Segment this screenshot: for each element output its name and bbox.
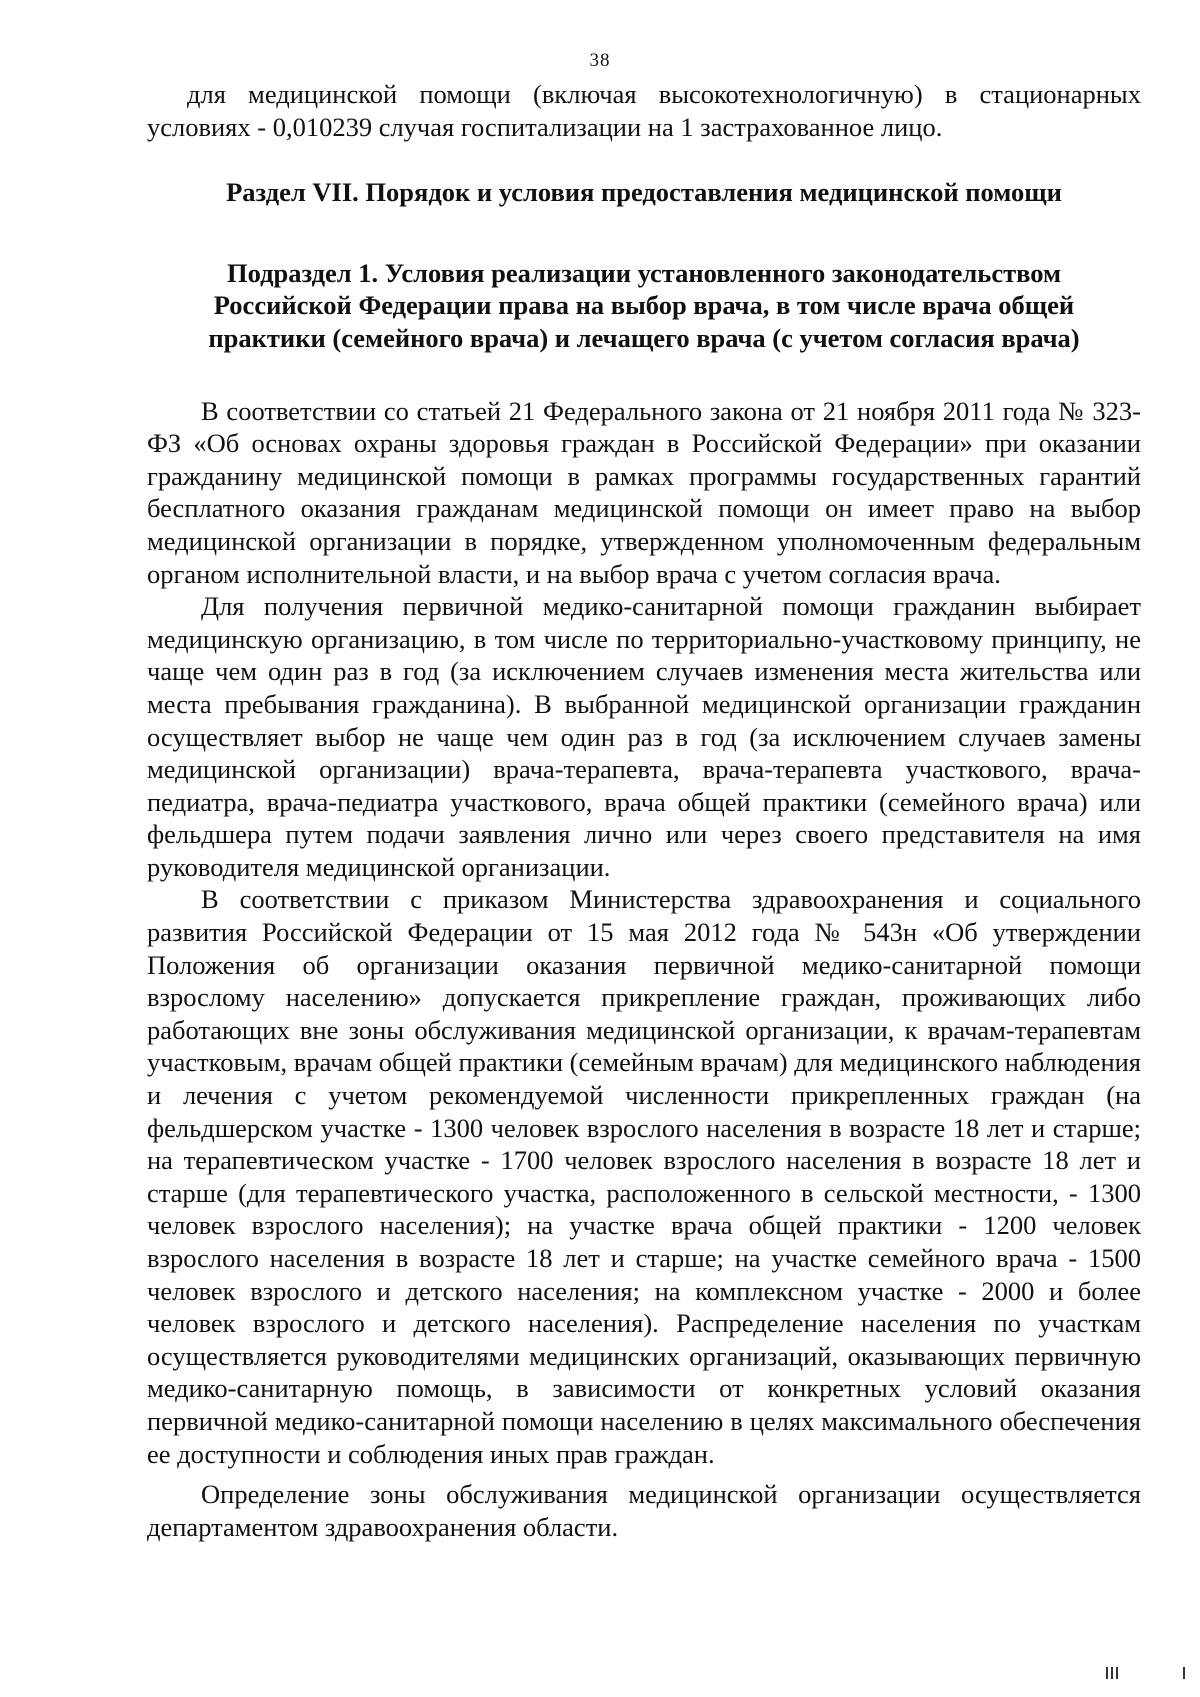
scan-artifact-mark — [1111, 1667, 1113, 1679]
page-number: 38 — [589, 50, 611, 71]
document-body — [147, 78, 1141, 1543]
subsection-title: Подраздел 1. Условия реализации установленного законодательством Российской Федерации права на выбор врача, в том числе врача общей практики (семейного врача) и лечащего врача (с учетом согласия врача) — [208, 257, 1080, 353]
intro-text: для медицинской помощи (включая высокотехнологичную) в стационарных условиях - 0,010239 случая госпитализации на 1 застрахованное лицо. — [147, 79, 1141, 142]
section-title: Раздел VII. Порядок и условия предоставления медицинской помощи — [226, 177, 1062, 208]
scan-artifact-mark — [1106, 1667, 1108, 1679]
scan-artifact-mark — [1183, 1667, 1185, 1679]
paragraph-3: В соответствии с приказом Министерства здравоохранения и социального развития Российской Федерации от 15 мая 2012 года № 543н «Об утверждении Положения об организации оказания первичной медико-санитарной помощи взрослому населению» допускается прикрепление граждан, проживающих либо работающих вне зоны обслуживания медицинской организации, к врачам-терапевтам участковым, врачам общей практики (семейным врачам) для медицинского наблюдения и лечения с учетом рекомендуемой численности прикрепленных граждан (на фельдшерском участке - 1300 человек взрослого населения в возрасте 18 лет и старше; на терапевтическом участке - 1700 человек взрослого населения в возрасте 18 лет и старше (для терапевтического участка, расположенного в сельской местности, - 1300 человек взрослого населения); на участке врача общей практики - 1200 человек взрослого населения в возрасте 18 лет и старше; на участке семейного врача - 1500 человек взрослого и детского населения; на комплексном участке - 2000 и более человек взрослого и детского населения). Распределение населения по участкам осуществляется руководителями медицинских организаций, оказывающих первичную медико-санитарную помощь, в зависимости от конкретных условий оказания первичной медико-санитарной помощи населению в целях максимального обеспечения ее доступности и соблюдения иных прав граждан. — [147, 884, 1141, 1469]
paragraph-1: В соответствии со статьей 21 Федерального закона от 21 ноября 2011 года № 323-ФЗ «Об основах охраны здоровья граждан в Российской Федерации» при оказании гражданину медицинской помощи в рамках программы государственных гарантий бесплатного оказания гражданам медицинской помощи он имеет право на выбор медицинской организации в порядке, утвержденном уполномоченным федеральным органом исполнительной власти, и на выбор врача с учетом согласия врача. — [147, 395, 1141, 589]
paragraph-4: Определение зоны обслуживания медицинской организации осуществляется департаментом здравоохранения области. — [147, 1479, 1141, 1542]
paragraph-2: Для получения первичной медико-санитарной помощи гражданин выбирает медицинскую организацию, в том числе по территориально-участковому принципу, не чаще чем один раз в год (за исключением случаев изменения места жительства или места пребывания гражданина). В выбранной медицинской организации гражданин осуществляет выбор не чаще чем один раз в год (за исключением случаев замены медицинской организации) врача-терапевта, врача-терапевта участкового, врача-педиатра, врача-педиатра участкового, врача общей практики (семейного врача) или фельдшера путем подачи заявления лично или через своего представителя на имя руководителя медицинской организации. — [147, 591, 1141, 882]
scan-artifact-mark — [1116, 1667, 1118, 1679]
